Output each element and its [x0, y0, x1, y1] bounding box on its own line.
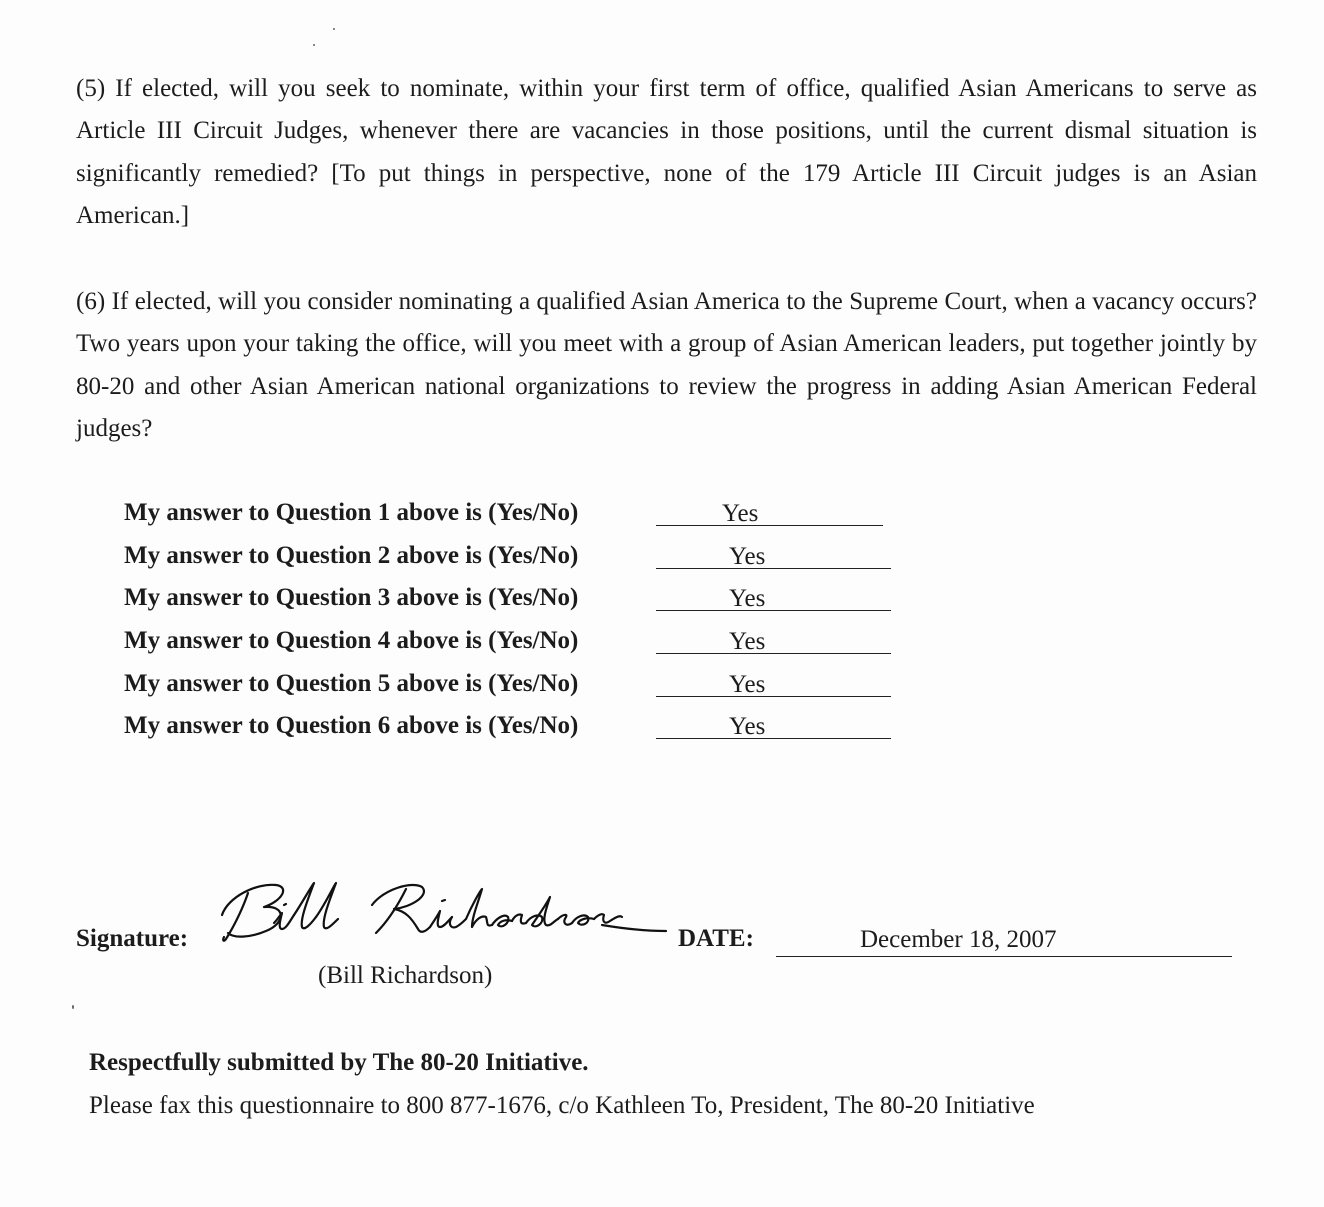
answer-blank-line	[656, 738, 891, 739]
answer-value: Yes	[729, 585, 766, 613]
answer-question-label: My answer to Question 5 above is (Yes/No)	[124, 669, 579, 697]
answer-value: Yes	[729, 670, 766, 698]
scan-speck	[313, 44, 315, 46]
answer-row-6	[124, 705, 766, 748]
answer-question-label: My answer to Question 1 above is (Yes/No)	[124, 499, 579, 526]
date-label: DATE:	[678, 925, 754, 952]
answer-value: Yes	[722, 500, 759, 527]
submitted-by-text: Respectfully submitted by The 80-20 Initiative.	[89, 1049, 589, 1076]
answer-row-4	[124, 620, 766, 663]
question-6-paragraph: (6) If elected, will you consider nominating a qualified Asian America to the Supreme Court, when a vacancy occurs? Two years upon your taking the office, will you meet with a group of Asian American leaders, put together jointly by 80-20 and other Asian American national organizations to review the progress in adding Asian American Federal judges?	[76, 288, 1257, 442]
scan-speck	[72, 1005, 74, 1009]
answer-blank-line	[656, 610, 891, 611]
question-5-paragraph: (5) If elected, will you seek to nominate, within your first term of office, qualified Asian Americans to serve as Article III Circuit Judges, whenever there are vacancies in those positions, until the current dismal situation is significantly remedied? [To put things in perspective, none of the 179 Article III Circuit judges is an Asian American.]	[76, 75, 1257, 229]
answer-value: Yes	[729, 542, 766, 570]
answer-value: Yes	[729, 628, 766, 656]
answer-blank-line	[656, 568, 891, 569]
answer-question-label: My answer to Question 3 above is (Yes/No)	[124, 584, 579, 612]
answer-question-label: My answer to Question 4 above is (Yes/No)	[124, 627, 579, 655]
date-value: December 18, 2007	[860, 926, 1057, 953]
answer-blank-line	[656, 653, 891, 654]
answer-list	[124, 492, 766, 748]
printed-name: (Bill Richardson)	[318, 962, 493, 989]
answer-question-label: My answer to Question 2 above is (Yes/No)	[124, 541, 579, 569]
answer-row-3	[124, 577, 766, 620]
answer-row-5	[124, 663, 766, 706]
date-blank-line	[776, 956, 1232, 957]
scan-speck	[333, 28, 335, 30]
handwritten-signature	[216, 875, 668, 955]
signature-label: Signature:	[76, 925, 189, 952]
answer-blank-line	[656, 525, 883, 526]
answer-row-2	[124, 535, 766, 578]
answer-row-1	[124, 492, 759, 535]
fax-instructions-text: Please fax this questionnaire to 800 877-1676, c/o Kathleen To, President, The 80-20 Initiative	[89, 1092, 1035, 1119]
answer-blank-line	[656, 696, 891, 697]
answer-question-label: My answer to Question 6 above is (Yes/No)	[124, 712, 579, 740]
answer-value: Yes	[729, 713, 766, 741]
